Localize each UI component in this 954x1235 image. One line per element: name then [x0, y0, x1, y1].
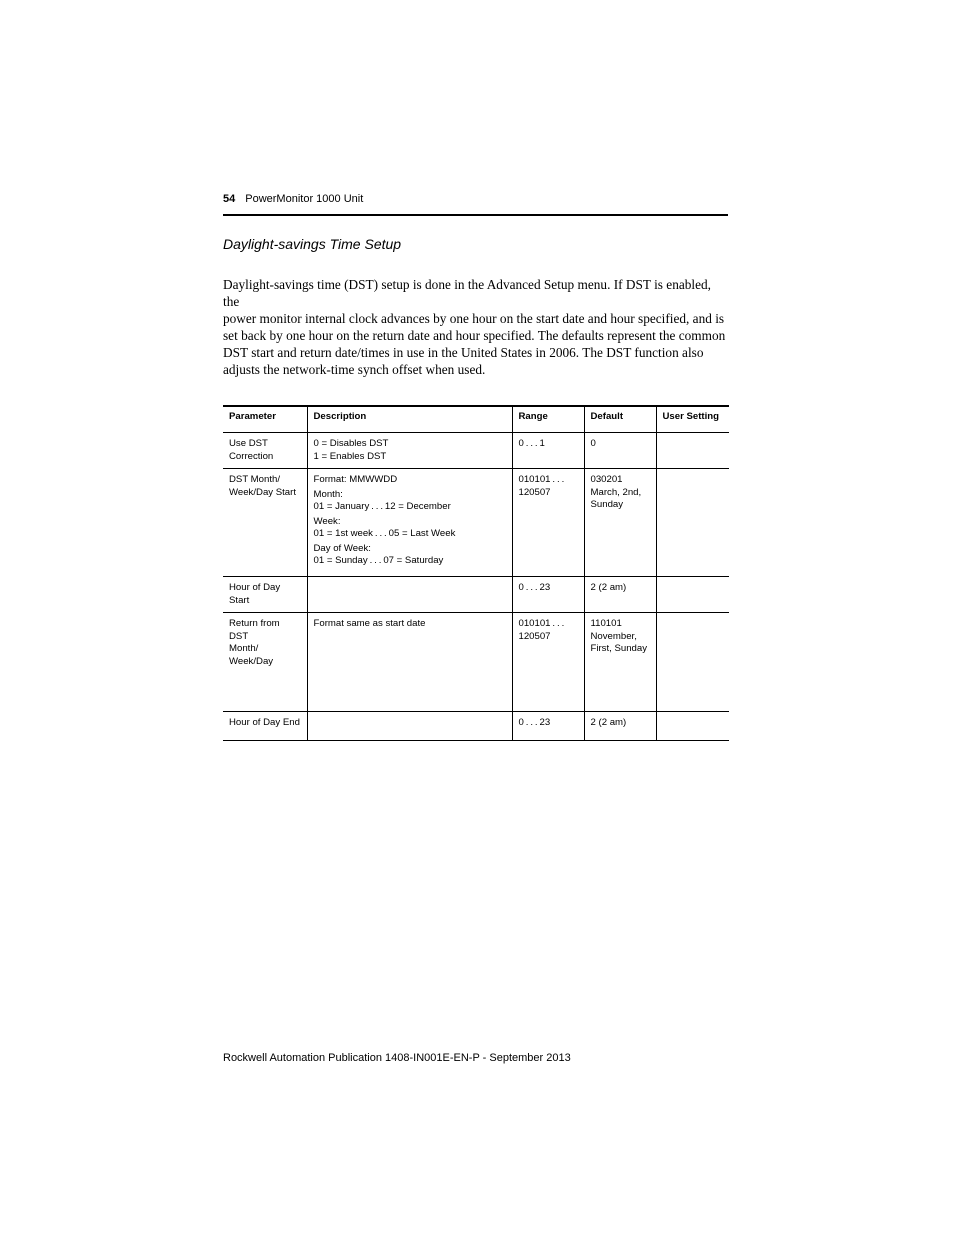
cell-line: 0 . . . 1: [518, 438, 545, 449]
cell-line: Day of Week:: [313, 542, 371, 554]
cell-range: [512, 469, 584, 577]
cell-default: [584, 577, 656, 613]
body-line: power monitor internal clock advances by one hour on the start date and hour specified, and is: [223, 311, 725, 326]
cell-line: 0 . . . 23: [518, 717, 551, 728]
cell-parameter: [223, 613, 307, 712]
page-number: 54: [223, 193, 236, 205]
cell-parameter: [223, 577, 307, 613]
cell-user-setting[interactable]: [656, 433, 729, 469]
cell-line: 120507: [518, 630, 551, 642]
cell-line: 030201: [590, 474, 623, 485]
section-title: Daylight-savings Time Setup: [223, 236, 402, 252]
cell-range: [512, 577, 584, 613]
cell-line: Format same as start date: [313, 618, 426, 629]
body-paragraph: [223, 276, 729, 378]
cell-line: March, 2nd,: [590, 486, 642, 498]
cell-line: Return from DST: [229, 618, 280, 642]
cell-line: 1 = Enables DST: [313, 450, 387, 462]
cell-line: Week/Day Start: [229, 486, 297, 498]
cell-description: [307, 469, 512, 577]
cell-line: 2 (2 am): [590, 582, 627, 593]
cell-line: Week:: [313, 515, 341, 527]
running-title: PowerMonitor 1000 Unit: [245, 193, 364, 205]
cell-description: [307, 433, 512, 469]
column-header-description: Description: [307, 406, 512, 433]
table-row: [223, 712, 729, 741]
cell-range: [512, 712, 584, 741]
cell-line: Hour of Day Start: [229, 582, 281, 606]
cell-range: [512, 613, 584, 712]
cell-line: First, Sunday: [590, 643, 648, 654]
column-header-range: Range: [512, 406, 584, 433]
body-line: adjusts the network-time synch offset when used.: [223, 362, 486, 377]
cell-line: 01 = January . . . 12 = December: [313, 501, 451, 512]
cell-description: [307, 613, 512, 712]
cell-line: 01 = Sunday . . . 07 = Saturday: [313, 555, 444, 566]
header-rule: [223, 214, 728, 216]
cell-line: 120507: [518, 486, 551, 498]
cell-range: [512, 433, 584, 469]
cell-default: [584, 433, 656, 469]
cell-line: Hour of Day End: [229, 717, 300, 728]
cell-line: DST Month/: [229, 474, 281, 485]
cell-line: 2 (2 am): [590, 717, 627, 728]
table-row: [223, 613, 729, 712]
cell-user-setting[interactable]: [656, 613, 729, 712]
table-row: [223, 469, 729, 577]
cell-line: 110101: [590, 618, 622, 629]
cell-parameter: [223, 469, 307, 577]
dst-parameter-table: [223, 405, 729, 741]
cell-default: [584, 712, 656, 741]
table-row: [223, 433, 729, 469]
body-line: set back by one hour on the return date and hour specified. The defaults represent the common: [223, 328, 726, 343]
cell-line: Use DST Correction: [229, 438, 274, 462]
cell-user-setting[interactable]: [656, 577, 729, 613]
cell-description: [307, 712, 512, 741]
publication-footer: Rockwell Automation Publication 1408-IN001E-EN-P - September 2013: [223, 1052, 571, 1064]
cell-default: [584, 469, 656, 577]
body-line: Daylight-savings time (DST) setup is done in the Advanced Setup menu. If DST is enabled, the: [223, 277, 711, 309]
cell-line: 01 = 1st week . . . 05 = Last Week: [313, 528, 456, 539]
cell-line: Sunday: [590, 499, 624, 510]
table-header-row: [223, 406, 729, 433]
cell-user-setting[interactable]: [656, 712, 729, 741]
cell-line: 010101 . . .: [518, 618, 565, 629]
cell-line: Month:: [313, 488, 343, 500]
cell-line: 010101 . . .: [518, 474, 565, 485]
body-line: DST start and return date/times in use in the United States in 2006. The DST function also: [223, 345, 704, 360]
cell-line: 0 . . . 23: [518, 582, 551, 593]
cell-default: [584, 613, 656, 712]
cell-description: [307, 577, 512, 613]
running-header: [223, 193, 363, 205]
cell-line: 0: [590, 438, 596, 449]
column-header-user-setting: User Setting: [656, 406, 729, 433]
cell-line: Format: MMWWDD: [313, 474, 398, 485]
cell-parameter: [223, 712, 307, 741]
column-header-parameter: Parameter: [223, 406, 307, 433]
cell-line: Month/ Week/Day: [229, 643, 274, 667]
cell-line: November,: [590, 630, 637, 642]
cell-parameter: [223, 433, 307, 469]
cell-user-setting[interactable]: [656, 469, 729, 577]
table-row: [223, 577, 729, 613]
cell-line: 0 = Disables DST: [313, 438, 389, 449]
column-header-default: Default: [584, 406, 656, 433]
